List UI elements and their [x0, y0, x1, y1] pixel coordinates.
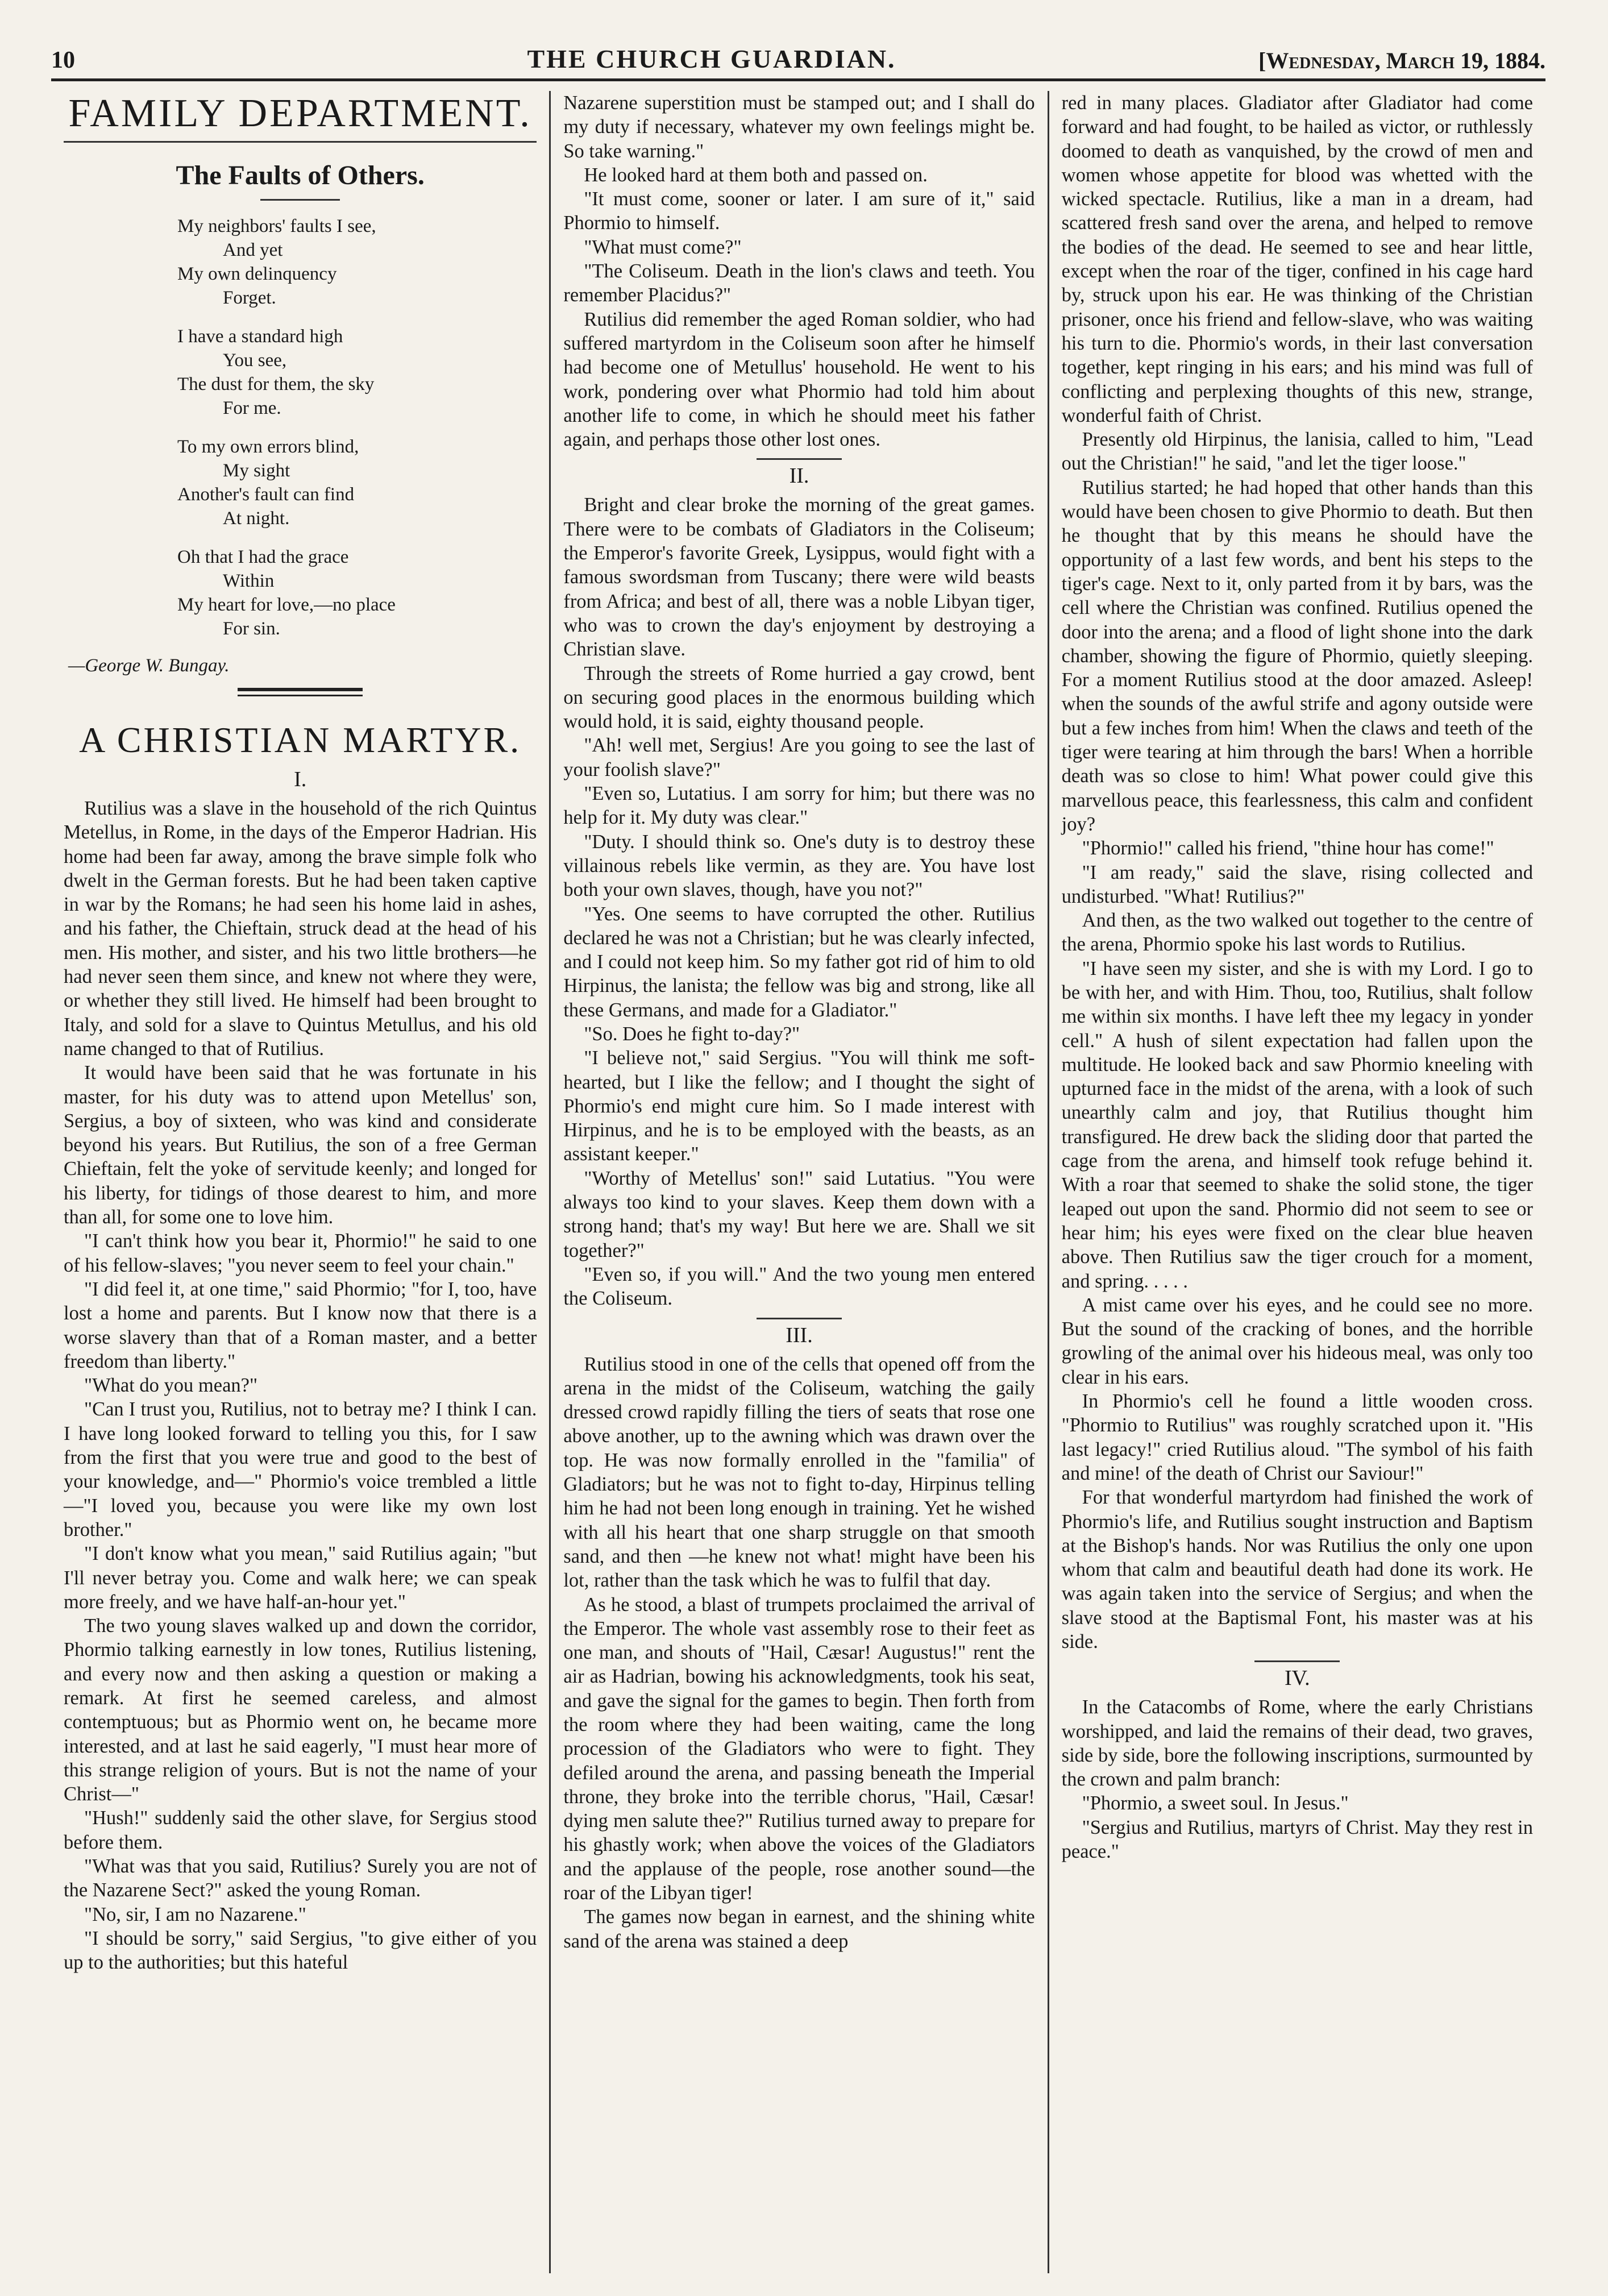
paragraph: Rutilius started; he had hoped that other hands than this would have been chosen to give Phormio to death. But then he thought that by this means he should have the opportunity of a last few words, and bent his steps to the tiger's cage. Next to it, only parted from it by bars, was the cell where the Christian was confined. Rutilius opened the door into the arena; and a flood of light shone into the dark chamber, showing the figure of Phormio, quietly sleeping. For a moment Rutilius stood at the door amazed. Asleep! when the sounds of the awful strife and agony outside were but a few inches from him! When the claws and teeth of the tiger were tearing at him through the bars! When a horrible death was so close to him! What power could give this marvellous peace, this fearlessness, this calm and confident joy? — [1061, 476, 1533, 835]
poem-line: You see, — [223, 350, 287, 371]
divider — [757, 458, 842, 460]
paragraph: "Even so, Lutatius. I am sorry for him; but there was no help for it. My duty was clear." — [563, 783, 1035, 829]
paragraph: red in many places. Gladiator after Gladiator had come forward and had fought, to be hailed as victor, or ruthlessly doomed to death as vanquished, by the crowd of men and women whose appetite for blood was whetted with the wicked spectacle. Rutilius, like a man in a dream, had scattered fresh sand over the arena, and helped to remove the bodies of the dead. He seemed to see and hear little, except when the roar of the tiger, confined in his cage hard by, struck upon his ear. He was thinking of the Christian prisoner, once his friend and fellow-slave, who was waiting his turn to die. Phormio's words, in their last conversation together, kept ringing in his ears; and his mind was full of conflicting and perplexing thoughts of this new, strange, wonderful faith of Christ. — [1061, 92, 1533, 426]
paragraph: "Ah! well met, Sergius! Are you going to see the last of your foolish slave?" — [563, 734, 1035, 780]
story-title: A CHRISTIAN MARTYR. — [79, 720, 522, 760]
paragraph: "I don't know what you mean," said Rutilius again; "but I'll never betray you. Come and walk here; we can speak more freely, and we have half-an-hour yet." — [64, 1543, 537, 1613]
poem-line: For me. — [223, 398, 281, 418]
column-1 — [51, 91, 549, 2273]
paragraph: "I believe not," said Sergius. "You will think me soft-hearted, but I like the fellow; and I thought the sight of Phormio's end might cure him. So I made interest with Hirpinus, and he is to be employed with the beasts, as an assistant keeper." — [563, 1047, 1035, 1165]
divider — [260, 199, 340, 201]
paragraph: "Hush!" suddenly said the other slave, for Sergius stood before them. — [64, 1807, 537, 1853]
poem-line: My heart for love,—no place — [177, 595, 396, 615]
poem-line: My neighbors' faults I see, — [177, 216, 376, 236]
paragraph: "The Coliseum. Death in the lion's claws and teeth. You remember Placidus?" — [563, 260, 1035, 306]
paragraph: "Sergius and Rutilius, martyrs of Christ. May they rest in peace." — [1061, 1816, 1533, 1863]
section-number: I. — [294, 767, 307, 791]
poem-line: Within — [223, 571, 275, 591]
poem-line: Another's fault can find — [177, 484, 355, 505]
paper-title: THE CHURCH GUARDIAN. — [527, 44, 896, 73]
poem-stanza — [177, 325, 537, 420]
poem-line: To my own errors blind, — [177, 437, 359, 457]
paragraph: And then, as the two walked out together to the centre of the arena, Phormio spoke his last words to Rutilius. — [1061, 910, 1533, 956]
paragraph: It would have been said that he was fortunate in his master, for his duty was to attend upon Metellus' son, Sergius, a boy of sixteen, who was kind and considerate beyond his years. But Rutilius, the son of a free German Chieftain, felt the yoke of servitude keenly; and longed for his liberty, for tidings of those dearest to him, and more than all, for some one to love him. — [64, 1062, 537, 1228]
section-number: IV. — [1284, 1666, 1310, 1691]
paragraph: A mist came over his eyes, and he could see no more. But the sound of the cracking of bones, and the horrible growling of the animal over his hideous meal, was only too clear in his ears. — [1061, 1294, 1533, 1388]
column-3 — [1048, 91, 1545, 2273]
paragraph: "Phormio!" called his friend, "thine hour has come!" — [1082, 837, 1494, 860]
paragraph: "I have seen my sister, and she is with my Lord. I go to be with her, and with Him. Thou, too, Rutilius, shalt follow me within six months. I have left thee my legacy in yonder cell." A hush of silent expectation had fallen upon the multitude. He looked back and saw Phormio kneeling with upturned face in the midst of the arena, with a look of such unearthly calm and joy, that Rutilius thought him transfigured. He drew back the sliding door that parted the cage from the arena, and himself took refuge behind it. With a roar that seemed to shake the solid stone, the tiger leaped out upon the sand. Phormio did not seem to see or hear him; his eyes were fixed on the clear blue heaven above. Then Rutilius saw the tiger crouch for a moment, and spring. . . . . — [1061, 957, 1533, 1292]
paragraph: Rutilius was a slave in the household of the rich Quintus Metellus, in Rome, in the days of the Emperor Hadrian. His home had been far away, among the brave simple folk who dwelt in the German forests. But he had been taken captive in war by the Romans; he had seen his home laid in ashes, and his father, the Chieftain, struck dead at the head of his men. His mother, and sister, and his two little brothers—he had never seen them since, and knew not where they were, or whether they still lived. He himself had been brought to Italy, and sold for a slave to Quintus Metullus, and his old name changed to that of Rutilius. — [64, 798, 537, 1060]
paragraph: "Can I trust you, Rutilius, not to betray me? I think I can. I have long looked forward to telling you this, for I saw from the first that you were true and good to the best of your knowledge, and—" Phormio's voice trembled a little—"I loved you, because you were like my own lost brother." — [64, 1398, 537, 1541]
poem-line: At night. — [223, 508, 290, 529]
paragraph: "It must come, sooner or later. I am sure of it," said Phormio to himself. — [563, 188, 1035, 234]
paragraph: For that wonderful martyrdom had finished the work of Phormio's life, and Rutilius sought instruction and Baptism at the Bishop's hands. Nor was Rutilius the only one upon whom that calm and beautiful death had done its work. He was again taken into the service of Sergius; and when the slave stood at the Baptismal Font, his master was at his side. — [1061, 1487, 1533, 1653]
paragraph: The two young slaves walked up and down the corridor, Phormio talking earnestly in low tones, Rutilius listening, and every now and then asking a question or making a remark. At first he seemed careless, and almost contemptuous; but as Phormio went on, he became more interested, and at last he said eagerly, "I must hear more of this strange religion of yours. But is not the name of your Christ—" — [64, 1615, 537, 1805]
department-heading: FAMILY DEPARTMENT. — [64, 91, 537, 143]
section-number: III. — [786, 1323, 813, 1347]
paragraph: The games now began in earnest, and the shining white sand of the arena was stained a deep — [563, 1906, 1035, 1952]
poem-line: For sin. — [223, 618, 280, 639]
paragraph: "I can't think how you bear it, Phormio!" he said to one of his fellow-slaves; "you never seem to feel your chain." — [64, 1230, 537, 1276]
poem-stanza — [177, 435, 537, 530]
issue-date: [Wednesday, March 19, 1884. — [1258, 48, 1545, 73]
paragraph: "What was that you said, Rutilius? Surely you are not of the Nazarene Sect?" asked the young Roman. — [64, 1855, 537, 1901]
paragraph: "I should be sorry," said Sergius, "to give either of you up to the authorities; but this hateful — [64, 1927, 537, 1974]
poem-stanza — [177, 545, 537, 641]
poem-title: The Faults of Others. — [176, 160, 425, 190]
running-header — [51, 34, 1545, 81]
poem-stanza — [177, 214, 537, 310]
paragraph: "No, sir, I am no Nazarene." — [84, 1903, 306, 1925]
paragraph: "Phormio, a sweet soul. In Jesus." — [1082, 1792, 1349, 1815]
page-number: 10 — [51, 47, 75, 73]
paragraph: "I am ready," said the slave, rising collected and undisturbed. "What! Rutilius?" — [1061, 861, 1533, 907]
paragraph: "Duty. I should think so. One's duty is to destroy these villainous rebels like vermin, as they are. You have lost both your own slaves, though, have you not?" — [563, 831, 1035, 901]
paragraph: "So. Does he fight to-day?" — [584, 1023, 800, 1045]
poem-line: The dust for them, the sky — [177, 374, 375, 395]
paragraph: Nazarene superstition must be stamped out; and I shall do my duty if necessary, whatever my own feelings might be. So take warning." — [563, 92, 1035, 162]
column-2 — [549, 91, 1047, 2273]
divider — [238, 688, 363, 696]
paragraph: He looked hard at them both and passed on. — [584, 164, 928, 186]
text-columns — [51, 91, 1545, 2273]
paragraph: "What do you mean?" — [84, 1375, 258, 1397]
paragraph: In Phormio's cell he found a little wooden cross. "Phormio to Rutilius" was roughly scratched upon it. "His last legacy!" cried Rutilius aloud. "The symbol of his faith and mine! of the death of Christ our Saviour!" — [1061, 1390, 1533, 1484]
paragraph: "Even so, if you will." And the two young men entered the Coliseum. — [563, 1263, 1035, 1310]
paragraph: Bright and clear broke the morning of the great games. There were to be combats of Gladiators in the Coliseum; the Emperor's favorite Greek, Lysippus, would fight with a famous swordsman from Tuscany; there were wild beasts from Africa; and best of all, there was a noble Libyan tiger, who was to crown the day's enjoyment by destroying a Christian slave. — [563, 494, 1035, 661]
paragraph: Presently old Hirpinus, the lanisia, called to him, "Lead out the Christian!" he said, "and let the tiger loose." — [1061, 429, 1533, 475]
section-number: II. — [789, 464, 809, 488]
poem-line: My sight — [223, 460, 290, 481]
poem-line: I have a standard high — [177, 326, 343, 347]
paragraph: "Worthy of Metellus' son!" said Lutatius. "You were always too kind to your slaves. Keep them down with a strong hand; that's my way! But here we are. Shall we sit together?" — [563, 1167, 1035, 1261]
paragraph: "What must come?" — [584, 236, 742, 258]
paragraph: Rutilius did remember the aged Roman soldier, who had suffered martyrdom in the Coliseum soon after he himself had become one of Metullus' household. He went to his work, pondering over what Phormio had told him about another life to come, in which he should meet his father again, and perhaps those other lost ones. — [563, 308, 1035, 451]
paragraph: "Yes. One seems to have corrupted the other. Rutilius declared he was not a Christian; but he was clearly infected, and I could not keep him. So my father got rid of him to old Hirpinus, the lanista; the fellow was big and strong, like all these Germans, and made for a Gladiator." — [563, 903, 1035, 1021]
poem-line: Oh that I had the grace — [177, 547, 349, 567]
paragraph: "I did feel it, at one time," said Phormio; "for I, too, have lost a home and parents. But I know now that there is a worse slavery than that of a Roman master, and a better freedom than liberty." — [64, 1278, 537, 1372]
divider — [757, 1318, 842, 1319]
poem-byline: —George W. Bungay. — [68, 655, 230, 676]
paragraph: Through the streets of Rome hurried a gay crowd, bent on securing good places in the enormous building which would hold, it is said, eighty thousand people. — [563, 662, 1035, 733]
poem-line: Forget. — [223, 288, 276, 308]
paragraph: In the Catacombs of Rome, where the early Christians worshipped, and laid the remains of their dead, two graves, side by side, bore the following inscriptions, surmounted by the crown and palm branch: — [1061, 1696, 1533, 1791]
divider — [1254, 1660, 1340, 1662]
poem-line: My own delinquency — [177, 264, 337, 284]
poem-line: And yet — [223, 240, 283, 260]
paragraph: Rutilius stood in one of the cells that opened off from the arena in the midst of the Coliseum, watching the gaily dressed crowd rapidly filling the tiers of seats that rose one above another, up to the awning which was drawn over the top. He was now formally enrolled in the "familia" of Gladiators; but he was not to fight to-day, Hirpinus telling him he had not been long enough in training. Yet he wished with all his heart that one sharp struggle on that smooth sand, and then —he knew not what! might have been his lot, rather than the task which he was to fulfil that day. — [563, 1353, 1035, 1592]
paragraph: As he stood, a blast of trumpets proclaimed the arrival of the Emperor. The whole vast assembly rose to their feet as one man, and shouts of "Hail, Cæsar! Augustus!" rent the air as Hadrian, bowing his acknowledgments, took his seat, and gave the signal for the games to begin. Then forth from the room where they had been waiting, came the long procession of the Gladiators who were to fight. They defiled around the arena, and passing beneath the Imperial throne, they broke into the terrible chorus, "Hail, Cæsar! dying men salute thee?" Rutilius turned away to prepare for his ghastly work; when above the voices of the Gladiators and the applause of the people, rose another sound—the roar of the Libyan tiger! — [563, 1593, 1035, 1904]
